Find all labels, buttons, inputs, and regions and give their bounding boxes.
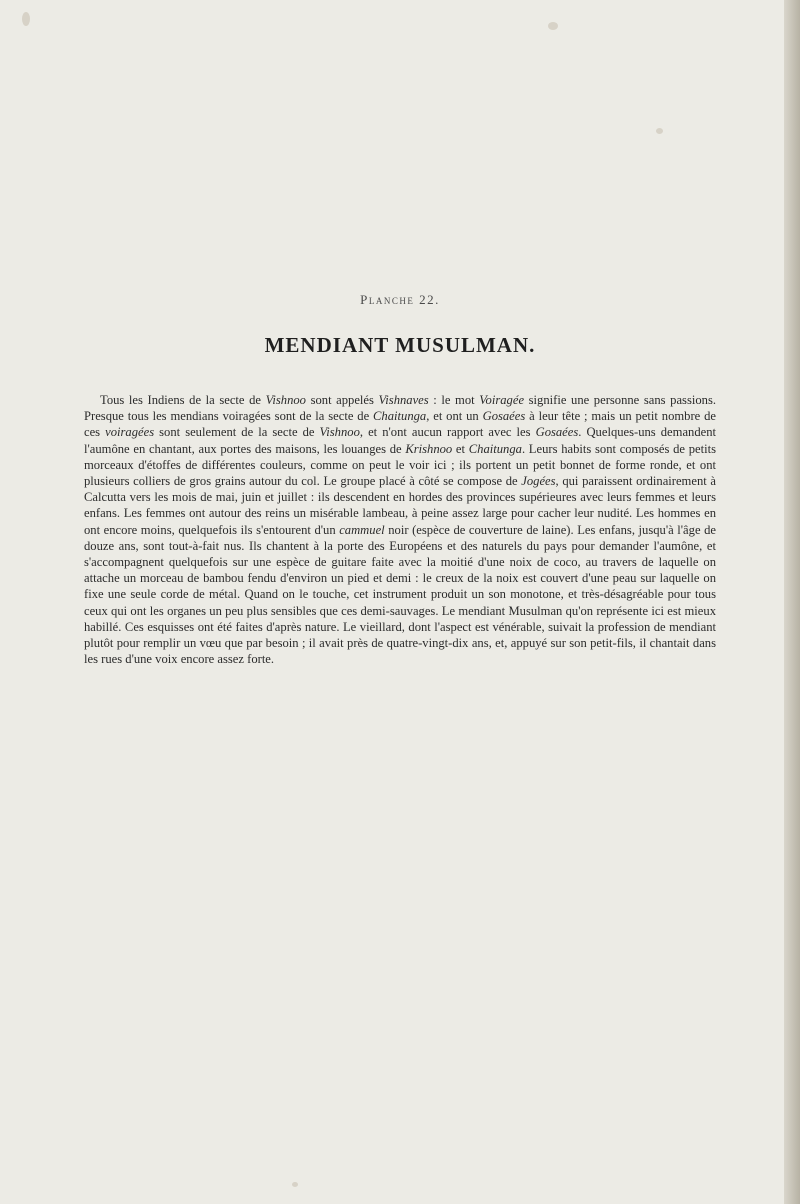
italic-term: Gosaées — [482, 409, 526, 424]
text-run: , et n'ont aucun rapport avec les — [359, 425, 536, 440]
italic-term: Chaitunga — [468, 441, 522, 456]
page-title: MENDIANT MUSULMAN. — [264, 333, 536, 357]
italic-term: Krishnoo — [405, 441, 453, 456]
italic-term: Jogées — [521, 474, 556, 489]
text-run: . Quelques-uns demandent l'aumône en chantant, aux portes des maisons, les louanges de — [84, 425, 717, 456]
paper-stain — [292, 1182, 298, 1187]
italic-term: Vishnoo — [265, 393, 306, 407]
italic-term: Vishnaves — [378, 393, 429, 407]
italic-term: Chaitunga — [373, 409, 427, 424]
text-run: à leur tête ; mais un petit nombre de ces — [84, 409, 716, 440]
text-run: signifie une personne sans passions. Presque tous les mendians voiragées sont de la secte de — [84, 393, 716, 424]
text-run: . Leurs habits sont composés de petits morceaux d'étoffes de différentes couleurs, comme on peut le voir ici ; ils portent un petit bonnet de forme ronde, et ont plusieurs colliers de gros grains autour du col. Le groupe placé à côté se compose de — [84, 441, 716, 489]
italic-term: Vishnoo — [319, 425, 360, 440]
text-run: sont appelés — [305, 393, 379, 407]
plate-label: Planche 22. — [360, 292, 440, 307]
paper-stain — [656, 128, 663, 134]
text-run: noir (espèce de couverture de laine). Les enfans, jusqu'à l'âge de douze ans, sont tout-à-fait nus. Ils chantent à la porte des Européens et des naturels du pays pour demander l'aumône, et s'accompagnent quelquefois sur une espèce de guitare faite avec la moitié d'une noix de coco, au travers de laquelle on attache un morceau de bambou fendu d'environ un pied et demi : le creux de la noix est couvert d'une peau sur laquelle on fixe une seule corde de métal. Quand on le touche, cet instrument produit un son monotone, et très-désagréable pour tous ceux qui ont les organes un peu plus sensibles que ces demi-sauvages. Le mendiant Musulman qu'on représente ici est mieux habillé. Ces esquisses ont été faites d'après nature. Le vieillard, dont l'aspect est vénérable, suivait la profession de mendiant plutôt pour remplir un vœu que par besoin ; il avait près de quatre-vingt-dix ans, et, appuyé sur son petit-fils, il chantait dans les rues d'une voix encore assez forte. — [84, 522, 717, 667]
italic-term: Gosaées — [535, 425, 579, 440]
italic-term: voiragées — [105, 425, 155, 440]
text-run: sont seulement de la secte de — [154, 425, 320, 440]
body-paragraph — [84, 392, 716, 667]
paper-stain — [548, 22, 558, 30]
text-run: , et ont un — [426, 409, 483, 424]
italic-term: cammuel — [339, 522, 385, 537]
page-edge — [784, 0, 800, 1204]
text-run: , qui paraissent ordinairement à Calcutta vers les mois de mai, juin et juillet : ils descendent en hordes des provinces supérieures avec leurs femmes et leurs enfans. Les femmes ont autour des reins un misérable lambeau, à peine assez large pour cacher leur nudité. Les hommes en ont encore moins, quelquefois ils s'entourent d'un — [84, 474, 716, 537]
text-run: : le mot — [428, 393, 480, 407]
text-run: Tous les Indiens de la secte de — [100, 393, 266, 407]
italic-term: Voiragée — [479, 393, 525, 407]
paper-stain — [22, 12, 30, 26]
text-run: et — [452, 441, 469, 456]
